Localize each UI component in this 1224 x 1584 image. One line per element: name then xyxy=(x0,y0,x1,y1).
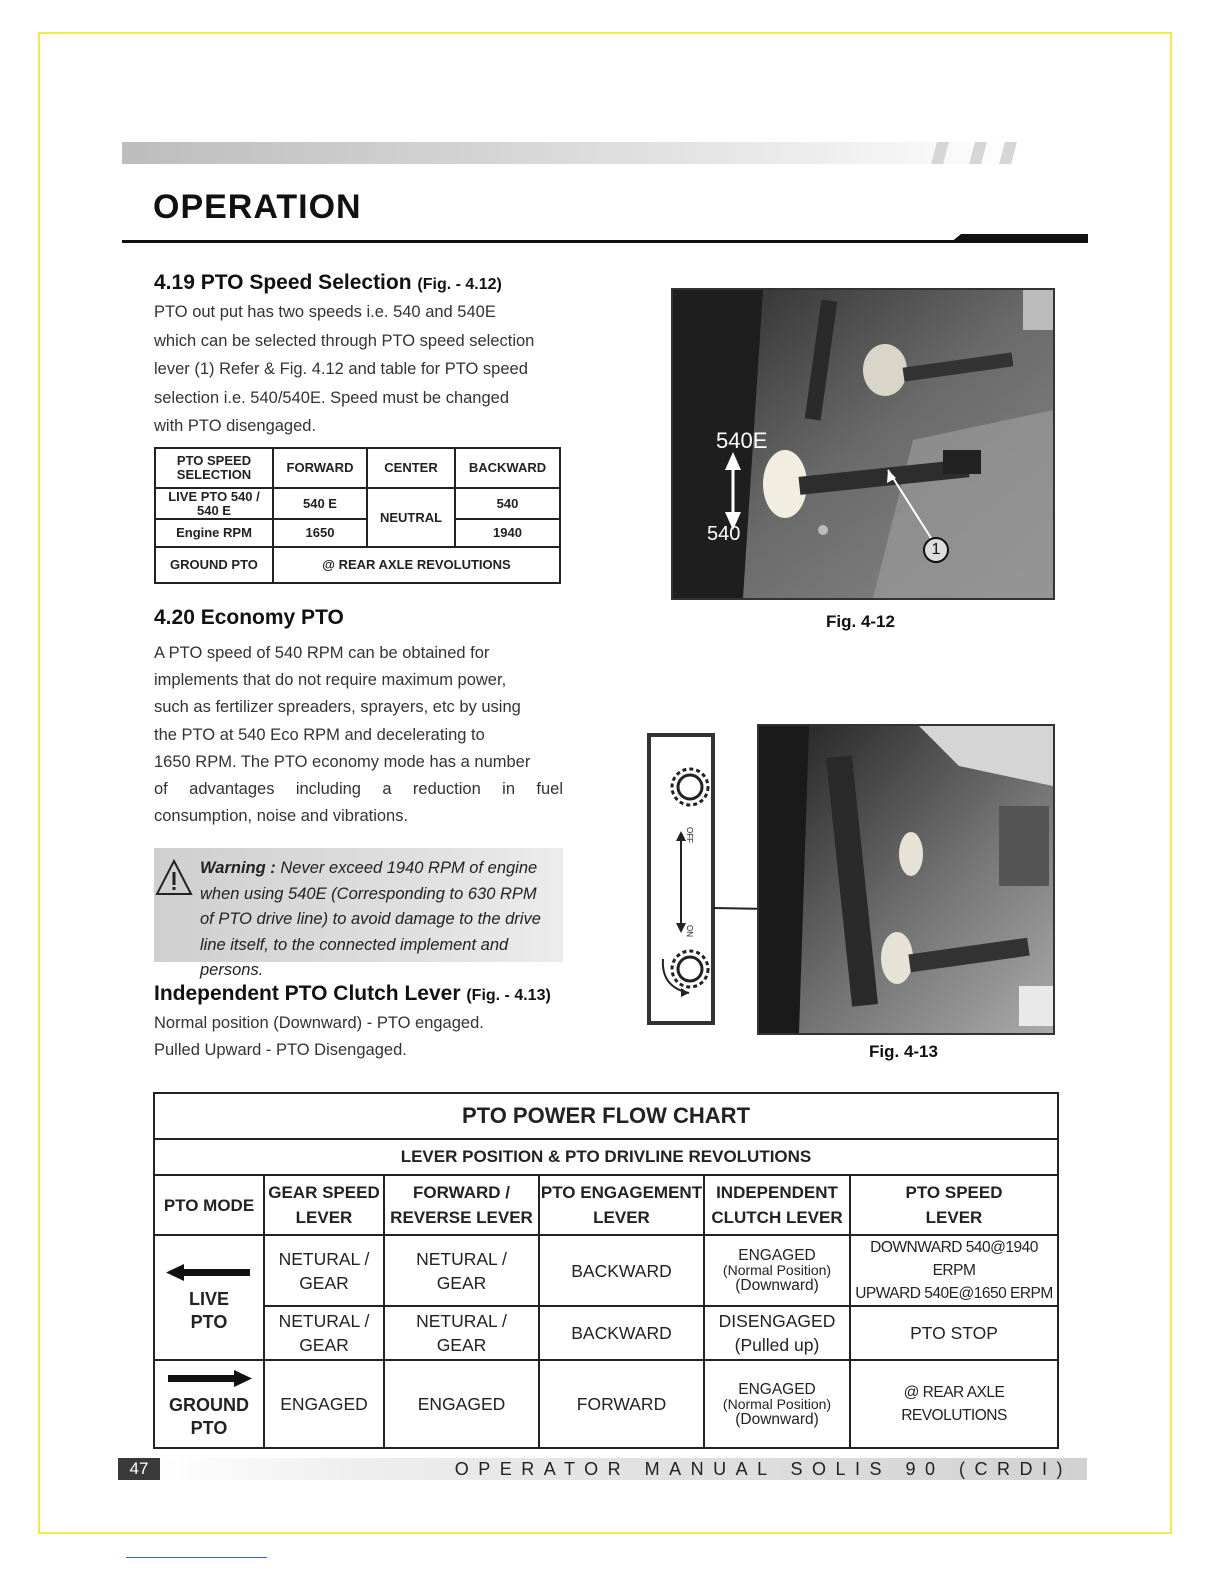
table-header: CENTER xyxy=(367,448,455,488)
label-540: 540 xyxy=(707,523,741,545)
warning-icon xyxy=(154,858,194,898)
table-cell: @ REAR AXLE REVOLUTIONS xyxy=(273,547,560,583)
table-cell: Engine RPM xyxy=(155,519,273,547)
table-cell xyxy=(704,1360,850,1448)
chart-title: PTO POWER FLOW CHART xyxy=(154,1093,1058,1139)
header-line: LEVER xyxy=(925,1208,983,1227)
paragraph-line: the PTO at 540 Eco RPM and decelerating to xyxy=(154,725,485,744)
table-cell: GROUND PTO xyxy=(155,547,273,583)
fig-4-12-caption: Fig. 4-12 xyxy=(826,612,895,631)
cell-line: (Downward) xyxy=(735,1410,819,1428)
band-slash xyxy=(969,142,987,164)
table-cell: @ REAR AXLE REVOLUTIONS xyxy=(850,1360,1058,1448)
header-rule-tab xyxy=(950,234,1088,243)
table-cell: BACKWARD xyxy=(539,1235,704,1306)
table-cell xyxy=(384,1306,539,1360)
paragraph-line: such as fertilizer spreaders, sprayers, etc by using xyxy=(154,698,521,717)
mode-cell-live-pto xyxy=(154,1235,264,1360)
cell-line: NETURAL / xyxy=(278,1248,370,1269)
callout-badge: 1 xyxy=(923,537,949,563)
cell-line: UPWARD 540E@1650 ERPM xyxy=(855,1285,1053,1302)
table-cell: FORWARD xyxy=(539,1360,704,1448)
paragraph-line: selection i.e. 540/540E. Speed must be changed xyxy=(154,388,509,407)
paragraph-line: Pulled Upward - PTO Disengaged. xyxy=(154,1041,407,1059)
cell-line: (Normal Position) xyxy=(722,1262,832,1278)
decal-off-label: OFF xyxy=(685,827,694,843)
table-cell xyxy=(850,1235,1058,1306)
warning-text xyxy=(200,856,570,984)
header-rule xyxy=(122,240,1088,243)
table-cell: PTO STOP xyxy=(850,1306,1058,1360)
table-cell: LIVE PTO 540 / 540 E xyxy=(155,488,273,519)
manual-title: OPERATOR MANUAL SOLIS 90 (CRDI) xyxy=(454,1459,1072,1479)
col-header-independent-clutch xyxy=(704,1175,850,1235)
pto-speed-table xyxy=(154,447,561,584)
cell-line: GEAR xyxy=(436,1335,487,1355)
header-line: REVERSE LEVER xyxy=(390,1208,533,1227)
page-number: 47 xyxy=(118,1458,160,1480)
pto-speed-fig-ref: (Fig. - 4.12) xyxy=(417,276,502,293)
header-line: CLUTCH LEVER xyxy=(711,1208,843,1227)
table-cell: 1650 xyxy=(273,519,367,547)
figure-4-12-photo xyxy=(671,288,1055,600)
header-line: FORWARD / xyxy=(413,1183,510,1202)
table-cell: 540 E xyxy=(273,488,367,519)
link-underline xyxy=(126,1557,267,1558)
figure-4-13-photo xyxy=(757,724,1055,1035)
warning-line: when using 540E (Corresponding to 630 RPM xyxy=(200,884,537,903)
table-header: FORWARD xyxy=(273,448,367,488)
clutch-heading xyxy=(154,982,551,1006)
table-cell xyxy=(264,1235,384,1306)
header-line: LEVER xyxy=(593,1208,650,1227)
cell-line: DOWNWARD 540@1940 ERPM xyxy=(870,1239,1038,1279)
chart-subtitle: LEVER POSITION & PTO DRIVLINE REVOLUTIONS xyxy=(154,1139,1058,1175)
cell-line: NETURAL / xyxy=(278,1311,370,1331)
paragraph-line: PTO out put has two speeds i.e. 540 and 540E xyxy=(154,303,496,321)
col-header-pto-speed xyxy=(850,1175,1058,1235)
mode-label: PTO xyxy=(190,1311,228,1332)
pto-power-flow-chart xyxy=(153,1092,1059,1449)
header-line: PTO SPEED xyxy=(905,1183,1003,1202)
table-cell xyxy=(704,1306,850,1360)
clutch-lever-photo-illustration xyxy=(759,726,1053,1033)
mode-label: PTO xyxy=(190,1418,228,1438)
cell-line: (Pulled up) xyxy=(734,1335,820,1355)
cell-line: ENGAGED xyxy=(738,1247,816,1264)
table-cell xyxy=(704,1235,850,1306)
pto-speed-paragraph xyxy=(154,298,534,441)
paragraph-line: lever (1) Refer & Fig. 4.12 and table for PTO speed xyxy=(154,360,528,378)
paragraph-line: 1650 RPM. The PTO economy mode has a number xyxy=(154,752,531,771)
cell-line: GEAR xyxy=(299,1335,349,1355)
table-cell: ENGAGED xyxy=(264,1360,384,1448)
cell-line: GEAR xyxy=(436,1272,487,1293)
mode-label: LIVE xyxy=(188,1288,229,1309)
paragraph-line: of advantages including a reduction in fuel xyxy=(154,780,563,799)
paragraph-line: implements that do not require maximum power, xyxy=(154,671,507,690)
table-cell xyxy=(384,1235,539,1306)
label-540e: 540E xyxy=(716,428,768,453)
economy-paragraph xyxy=(154,640,563,830)
warning-label: Warning : xyxy=(200,859,276,877)
pto-speed-heading-text: 4.19 PTO Speed Selection xyxy=(154,271,412,294)
band-slash xyxy=(931,142,949,164)
col-header-pto-mode: PTO MODE xyxy=(154,1175,264,1235)
paragraph-line: Normal position (Downward) - PTO engaged. xyxy=(154,1014,484,1032)
arrow-left-icon xyxy=(166,1262,252,1282)
col-header-gear-speed xyxy=(264,1175,384,1235)
warning-line: Never exceed 1940 RPM of engine xyxy=(275,859,538,877)
table-cell: 1940 xyxy=(455,519,560,547)
clutch-paragraph xyxy=(154,1010,484,1064)
header-line: PTO ENGAGEMENT xyxy=(540,1183,703,1202)
mode-label: GROUND xyxy=(169,1395,249,1415)
clutch-fig-ref: (Fig. - 4.13) xyxy=(466,987,551,1004)
cell-line: NETURAL / xyxy=(416,1311,507,1331)
paragraph-line: A PTO speed of 540 RPM can be obtained for xyxy=(154,644,490,662)
cell-line: (Downward) xyxy=(735,1277,819,1294)
table-cell: 540 xyxy=(455,488,560,519)
cell-line: (Normal Position) xyxy=(722,1395,832,1412)
mode-cell-ground-pto xyxy=(154,1360,264,1448)
clutch-heading-text: Independent PTO Clutch Lever xyxy=(154,982,461,1005)
header-line: GEAR SPEED xyxy=(268,1183,380,1202)
page-title: OPERATION xyxy=(153,188,362,226)
table-cell: BACKWARD xyxy=(539,1306,704,1360)
gear-lever-decal-icon xyxy=(651,737,711,1021)
table-header: BACKWARD xyxy=(455,448,560,488)
paragraph-line: which can be selected through PTO speed selection xyxy=(154,331,535,350)
header-line: INDEPENDENT xyxy=(716,1183,838,1202)
cell-line: GEAR xyxy=(299,1272,349,1293)
warning-line: of PTO drive line) to avoid damage to the drive xyxy=(200,910,541,928)
cell-line: NETURAL / xyxy=(416,1248,507,1269)
band-slash xyxy=(999,142,1017,164)
economy-heading: 4.20 Economy PTO xyxy=(154,606,344,629)
paragraph-line: with PTO disengaged. xyxy=(154,417,317,435)
cell-line: ENGAGED xyxy=(738,1380,816,1398)
lever-decal-diagram xyxy=(647,733,715,1025)
paragraph-line: consumption, noise and vibrations. xyxy=(154,807,409,826)
warning-box xyxy=(154,848,563,979)
pto-speed-heading xyxy=(154,271,502,295)
fig-4-13-caption: Fig. 4-13 xyxy=(869,1042,938,1061)
table-cell xyxy=(264,1306,384,1360)
header-line: LEVER xyxy=(295,1208,353,1227)
arrow-right-icon xyxy=(166,1368,252,1388)
table-cell: NEUTRAL xyxy=(367,488,455,547)
cell-line: DISENGAGED xyxy=(718,1311,836,1331)
header-band xyxy=(122,142,1022,164)
table-header: PTO SPEED SELECTION xyxy=(155,448,273,488)
decal-on-label: ON xyxy=(685,925,694,937)
col-header-forward-reverse xyxy=(384,1175,539,1235)
col-header-pto-engagement xyxy=(539,1175,704,1235)
table-cell: ENGAGED xyxy=(384,1360,539,1448)
warning-line: line itself, to the connected implement and persons. xyxy=(200,935,509,979)
